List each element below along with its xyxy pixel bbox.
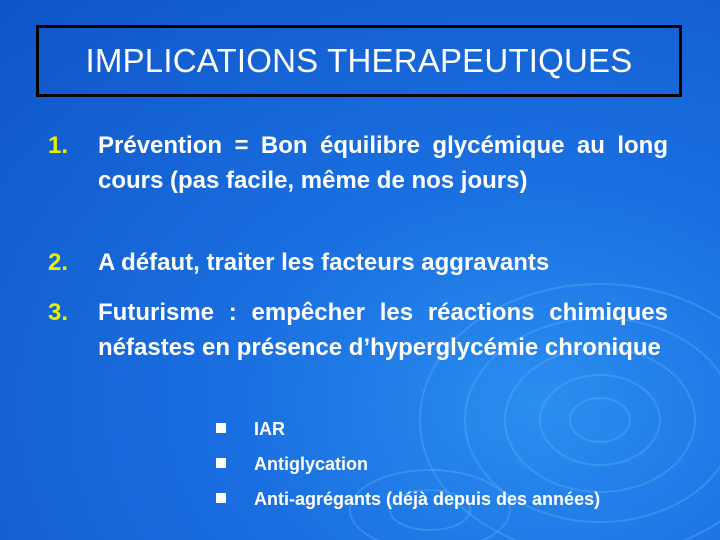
square-bullet-icon (216, 423, 226, 433)
sub-item-text: Antiglycation (254, 454, 369, 474)
list-item-2 (48, 245, 668, 280)
item-text: A défaut, traiter les facteurs aggravants (98, 249, 550, 276)
title-box (36, 25, 682, 97)
item-text: Prévention = Bon équilibre glycémique au long cours (pas facile, même de nos jours) (98, 132, 668, 194)
list-item-3 (48, 295, 668, 365)
sub-item-text: Anti-agrégants (déjà depuis des années) (254, 489, 601, 509)
item-number: 3. (48, 299, 69, 326)
list-item-1 (48, 128, 668, 198)
square-bullet-icon (216, 493, 226, 503)
slide-title: IMPLICATIONS THERAPEUTIQUES (85, 42, 633, 79)
square-bullet-icon (216, 458, 226, 468)
sub-item-text: IAR (254, 419, 285, 439)
item-number: 1. (48, 132, 69, 159)
item-text: Futurisme : empêcher les réactions chimiques néfastes en présence d’hyperglycémie chronique (98, 299, 668, 361)
item-number: 2. (48, 249, 69, 276)
